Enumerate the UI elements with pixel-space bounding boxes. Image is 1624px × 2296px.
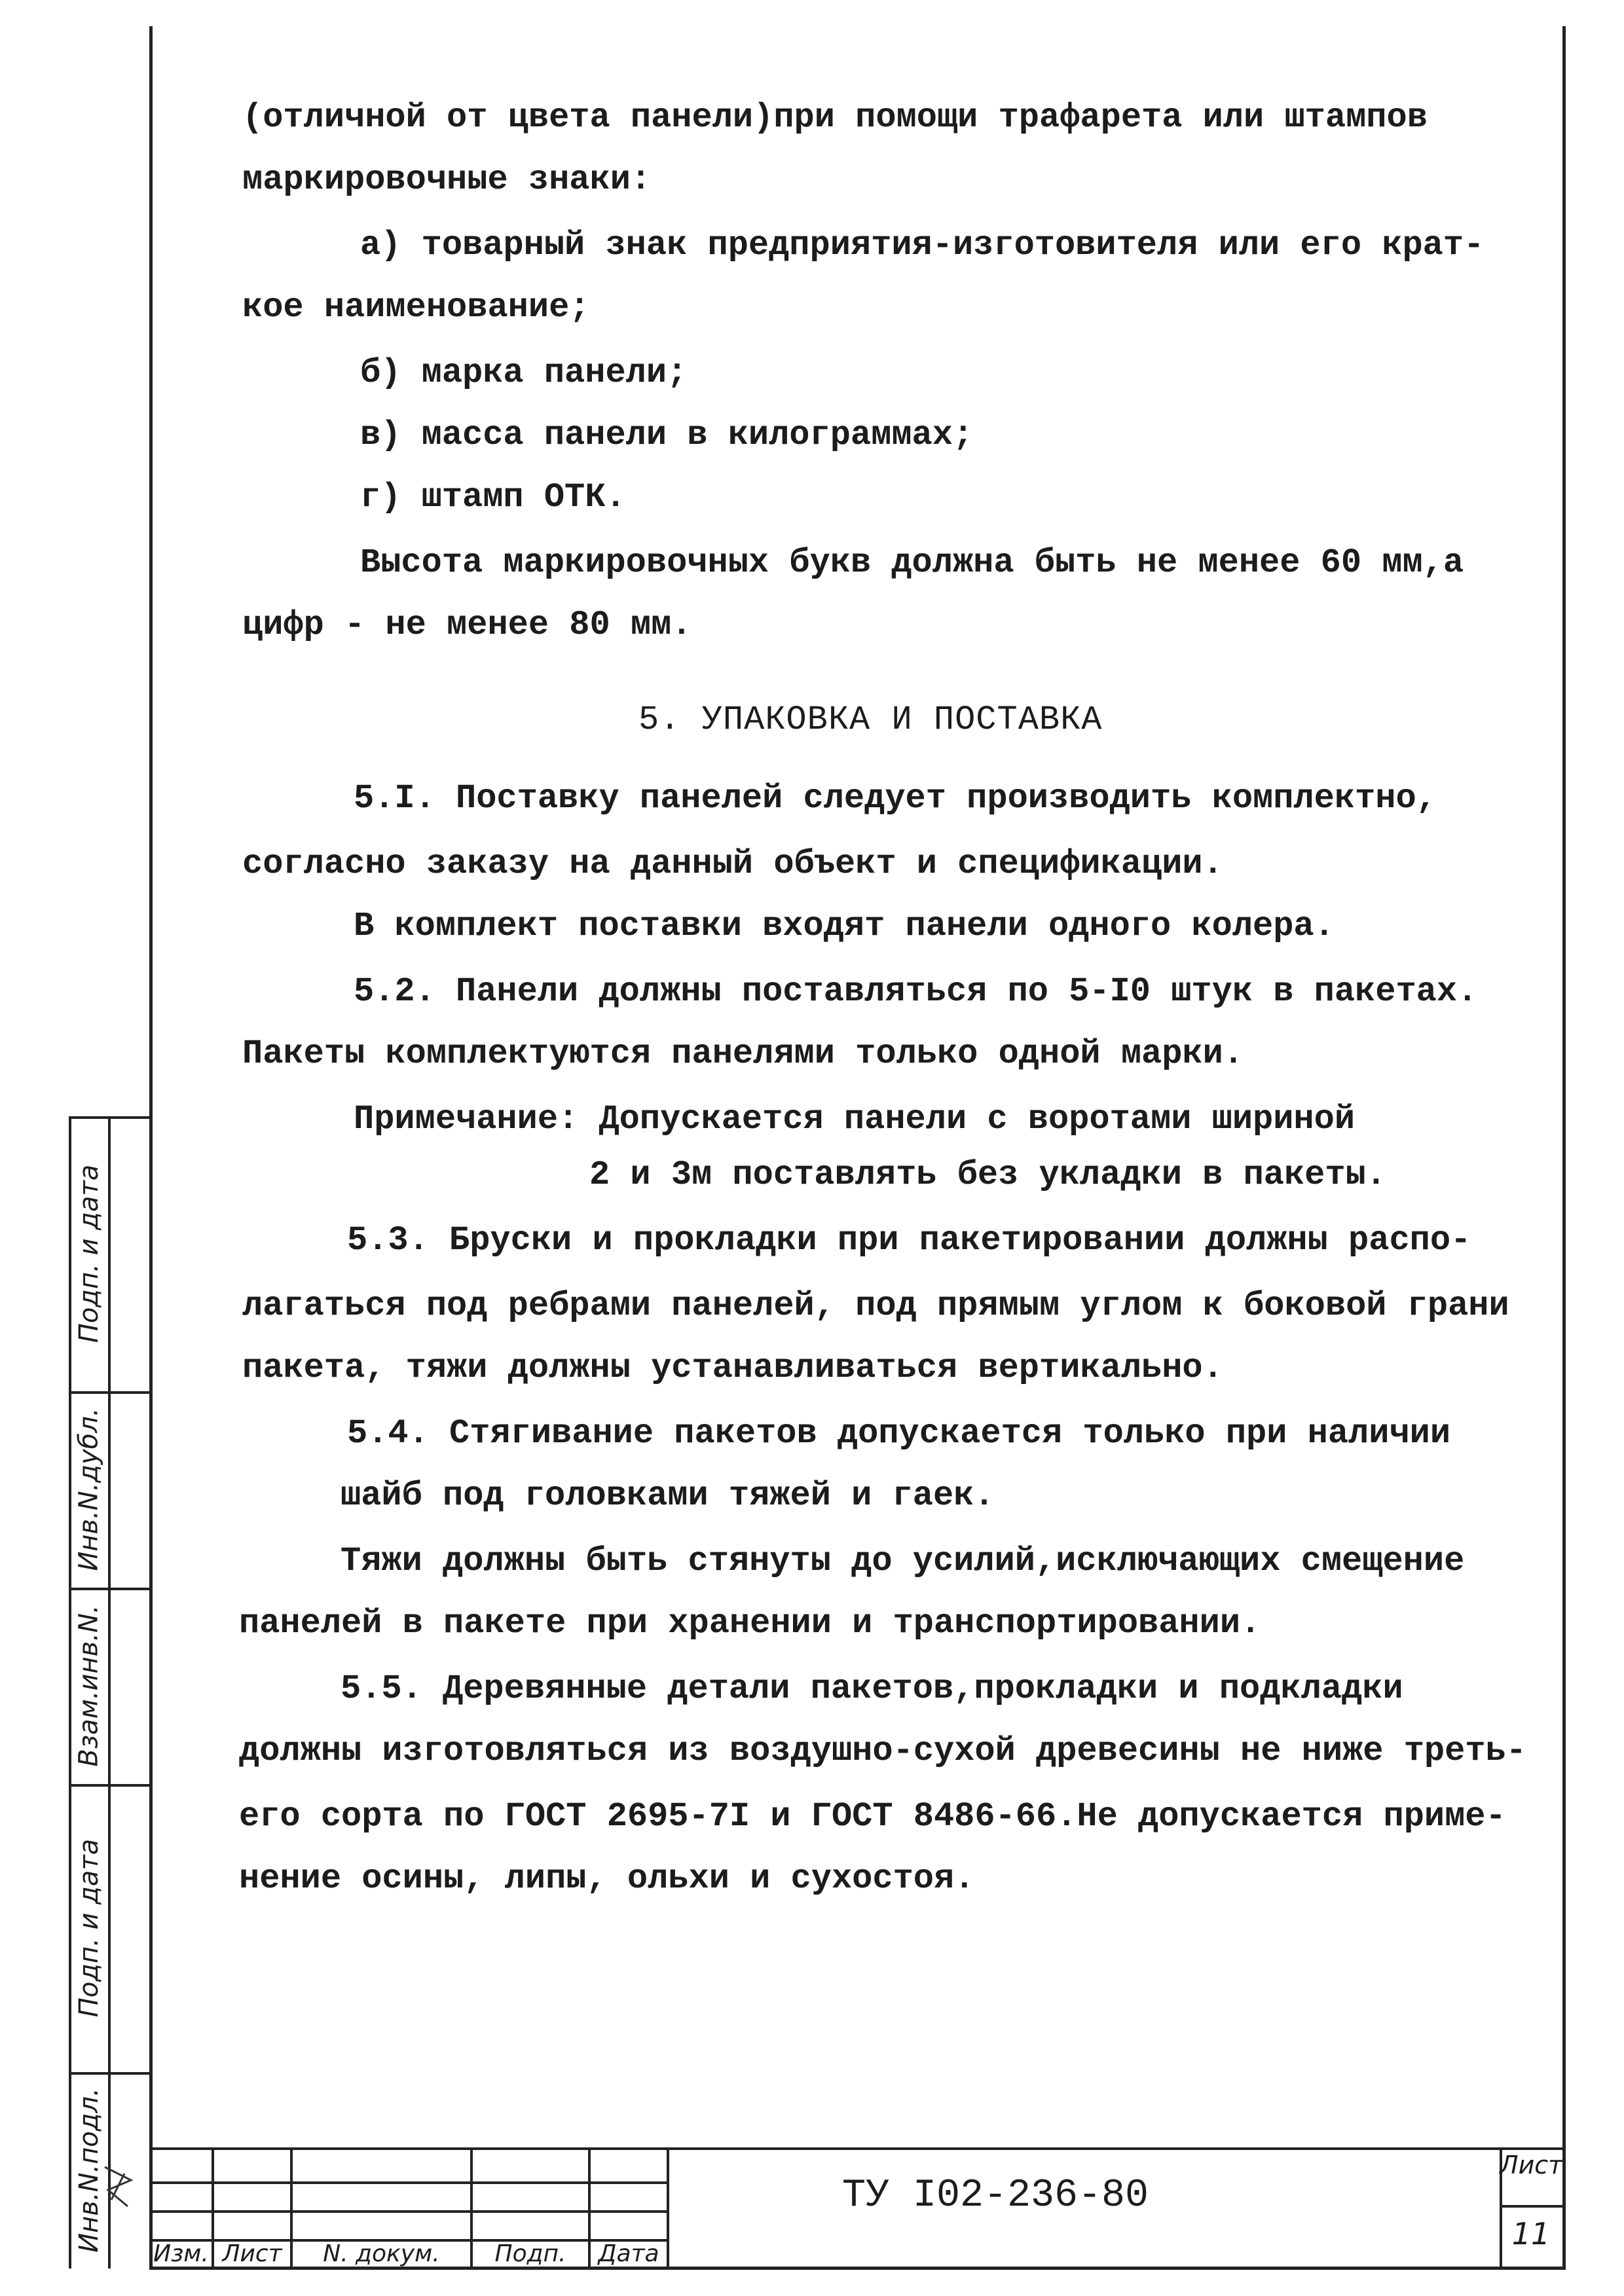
- section-heading: 5. УПАКОВКА И ПОСТАВКА: [638, 701, 1103, 739]
- vzam-inv-label: Взам.инв.N.: [74, 1605, 104, 1767]
- document-code: ТУ I02-236-80: [841, 2174, 1149, 2218]
- frame-right-border: [1562, 26, 1566, 2269]
- text-line: Тяжи должны быть стянуты до усилий,исключающих смещение: [341, 1542, 1465, 1580]
- text-line: его сорта по ГОСТ 2695-7I и ГОСТ 8486-66.Не допускается приме-: [239, 1797, 1506, 1836]
- text-line: панелей в пакете при хранении и транспортировании.: [239, 1604, 1261, 1643]
- text-line: Пакеты комплектуются панелями только одной марки.: [242, 1034, 1244, 1073]
- side-approval-strip: [69, 1116, 150, 2269]
- tb-line: [1500, 2205, 1566, 2208]
- note-line: Примечание: Допускается панели с воротами шириной: [354, 1100, 1356, 1139]
- note-line: 2 и 3м поставлять без укладки в пакеты.: [589, 1156, 1386, 1194]
- text-line: Высота маркировочных букв должна быть не менее 60 мм,а: [360, 543, 1464, 582]
- signature-mark-icon: [92, 2160, 144, 2213]
- text-line: нение осины, липы, ольхи и сухостоя.: [239, 1859, 975, 1898]
- text-line: В комплект поставки входят панели одного колера.: [354, 907, 1335, 945]
- text-line: 5.2. Панели должны поставляться по 5-I0 штук в пакетах.: [354, 972, 1478, 1011]
- text-line: согласно заказу на данный объект и спецификации.: [242, 845, 1223, 883]
- text-line: цифр - не менее 80 мм.: [242, 606, 692, 644]
- text-line: 5.5. Деревянные детали пакетов,прокладки и подкладки: [341, 1669, 1403, 1708]
- col-doc-label: N. докум.: [323, 2240, 440, 2267]
- sheet-number: 11: [1511, 2216, 1551, 2251]
- text-line: г) штамп ОТК.: [360, 478, 626, 517]
- text-line: 5.4. Стягивание пакетов допускается только при наличии: [347, 1414, 1451, 1453]
- tb-line: [149, 2147, 1566, 2150]
- text-line: 5.I. Поставку панелей следует производить комплектно,: [354, 779, 1437, 818]
- podp-data-label: Подп. и дата: [74, 1164, 105, 1343]
- text-line: в) масса панели в килограммах;: [360, 416, 974, 454]
- text-line: шайб под головками тяжей и гаек.: [341, 1476, 995, 1515]
- text-line: (отличной от цвета панели)при помощи трафарета или штампов: [242, 98, 1428, 137]
- text-line: а) товарный знак предприятия-изготовителя или его крат-: [360, 226, 1485, 264]
- col-podp-label: Подп.: [494, 2240, 566, 2267]
- podp-data-label-bottom: Подп. и дата: [74, 1838, 105, 2018]
- text-line: маркировочные знаки:: [242, 160, 652, 199]
- text-line: кое наименование;: [242, 288, 590, 327]
- text-line: лагаться под ребрами панелей, под прямым углом к боковой грани: [242, 1286, 1509, 1325]
- col-list-label: Лист: [222, 2240, 282, 2267]
- text-line: 5.3. Бруски и прокладки при пакетировании должны распо-: [347, 1221, 1471, 1260]
- strip-divider: [108, 1116, 111, 2269]
- text-line: пакета, тяжи должны устанавливаться вертикально.: [242, 1349, 1223, 1387]
- text-line: должны изготовляться из воздушно-сухой древесины не ниже треть-: [239, 1732, 1526, 1770]
- text-line: б) марка панели;: [360, 354, 688, 392]
- sheet-label: Лист: [1500, 2151, 1563, 2179]
- inv-podl-label: Инв.N.подл.: [74, 2088, 104, 2253]
- inv-dubl-label: Инв.N.дубл.: [74, 1408, 104, 1571]
- col-izm-label: Изм.: [153, 2240, 209, 2267]
- col-data-label: Дата: [598, 2240, 659, 2267]
